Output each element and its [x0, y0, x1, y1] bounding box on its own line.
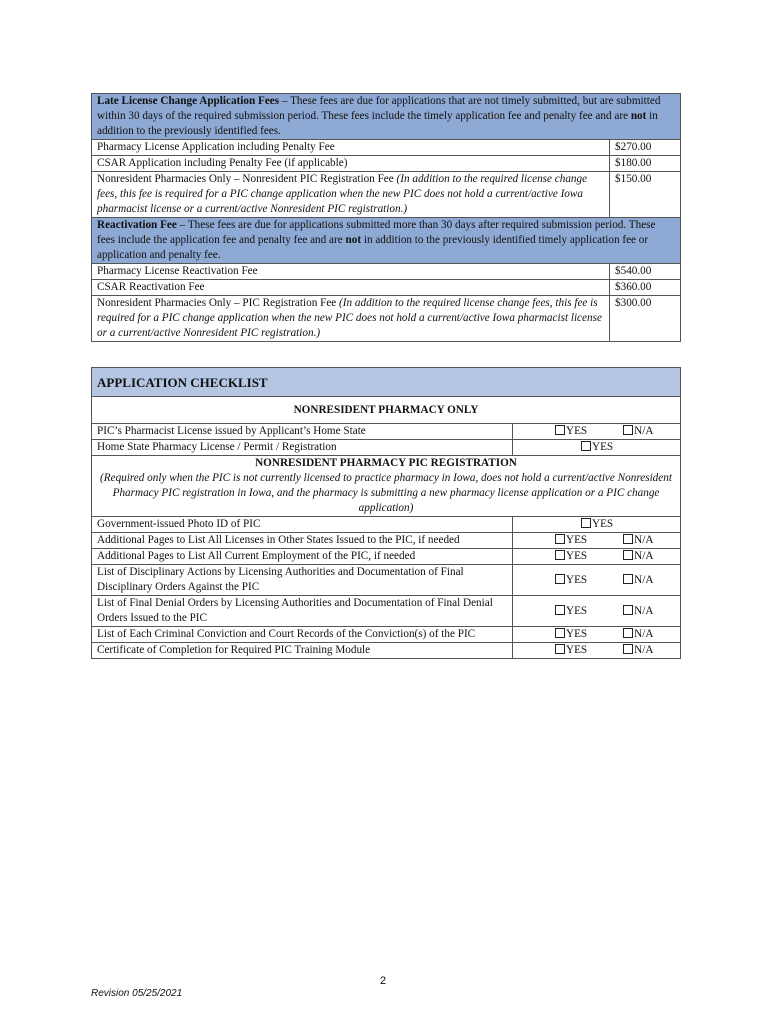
fee-amount: $150.00 — [610, 172, 681, 218]
checklist-options — [513, 565, 681, 596]
late-fees-desc-1: – These fees are due for applications that are not timely submitted, but are submitted within 30 days of the required submission period. These fees include the timely application fee and penalty fee and are — [97, 95, 661, 122]
fee-row — [92, 280, 681, 296]
na-checkbox[interactable]: N/A — [623, 573, 653, 588]
checklist-label: List of Each Criminal Conviction and Court Records of the Conviction(s) of the PIC — [92, 627, 513, 643]
fee-amount: $300.00 — [610, 296, 681, 342]
late-fees-header — [92, 94, 681, 140]
section2-header — [92, 456, 681, 517]
checklist-options — [513, 517, 681, 533]
reactivation-desc-bold: not — [345, 234, 362, 246]
yes-checkbox[interactable]: YES — [555, 643, 587, 658]
fee-amount: $270.00 — [610, 140, 681, 156]
checklist-label: Government-issued Photo ID of PIC — [92, 517, 513, 533]
fee-row — [92, 156, 681, 172]
na-checkbox[interactable]: N/A — [623, 627, 653, 642]
checklist-row — [92, 627, 681, 643]
checklist-row — [92, 549, 681, 565]
yes-checkbox[interactable]: YES — [555, 533, 587, 548]
yes-checkbox[interactable]: YES — [555, 424, 587, 439]
fee-amount: $540.00 — [610, 264, 681, 280]
fee-label: CSAR Reactivation Fee — [92, 280, 610, 296]
fee-row — [92, 296, 681, 342]
checklist-options — [513, 596, 681, 627]
checklist-label: Certificate of Completion for Required PIC Training Module — [92, 643, 513, 659]
checklist-label: Home State Pharmacy License / Permit / Registration — [92, 440, 513, 456]
section2-note: (Required only when the PIC is not currently licensed to practice pharmacy in Iowa, does not hold a current/active Nonresident Pharmacy PIC registration in Iowa, and the pharmacy is submitting a new pharmacy license application or a PIC change application) — [100, 472, 672, 514]
checklist-options — [513, 627, 681, 643]
yes-checkbox[interactable]: YES — [555, 573, 587, 588]
late-fees-title: Late License Change Application Fees — [97, 95, 280, 107]
checklist-options — [513, 533, 681, 549]
checklist-row — [92, 533, 681, 549]
fee-row — [92, 172, 681, 218]
fee-label: Pharmacy License Reactivation Fee — [92, 264, 610, 280]
yes-checkbox[interactable]: YES — [555, 604, 587, 619]
fee-amount: $180.00 — [610, 156, 681, 172]
section1-title: NONRESIDENT PHARMACY ONLY — [92, 397, 681, 424]
fee-amount: $360.00 — [610, 280, 681, 296]
yes-checkbox[interactable]: YES — [581, 440, 613, 455]
fee-label: CSAR Application including Penalty Fee (if applicable) — [92, 156, 610, 172]
na-checkbox[interactable]: N/A — [623, 604, 653, 619]
checklist-row — [92, 596, 681, 627]
na-checkbox[interactable]: N/A — [623, 533, 653, 548]
checklist-label: List of Disciplinary Actions by Licensing Authorities and Documentation of Final Disciplinary Orders Against the PIC — [92, 565, 513, 596]
checklist-label: Additional Pages to List All Current Employment of the PIC, if needed — [92, 549, 513, 565]
checklist-row — [92, 424, 681, 440]
reactivation-header — [92, 218, 681, 264]
na-checkbox[interactable]: N/A — [623, 643, 653, 658]
checklist-options — [513, 643, 681, 659]
checklist-label: Additional Pages to List All Licenses in Other States Issued to the PIC, if needed — [92, 533, 513, 549]
checklist-options — [513, 424, 681, 440]
revision-date: Revision 05/25/2021 — [91, 988, 183, 999]
fees-table — [91, 93, 681, 342]
checklist-row — [92, 565, 681, 596]
fee-row — [92, 264, 681, 280]
fee-label: Nonresident Pharmacies Only – Nonresident PIC Registration Fee (In addition to the required license change fees, this fee is required for a PIC change application when the new PIC does not hold a current/active Iowa pharmacist license or a current/active Nonresident PIC registration.) — [92, 172, 610, 218]
reactivation-desc-2: in addition to the previously identified timely application fee or application and penalty fee. — [97, 234, 649, 261]
na-checkbox[interactable]: N/A — [623, 424, 653, 439]
reactivation-desc-1: – These fees are due for applications submitted more than 30 days after required submission period. These fees include the application fee and penalty fee and are — [97, 219, 656, 246]
checklist-row — [92, 643, 681, 659]
yes-checkbox[interactable]: YES — [555, 549, 587, 564]
fee-row — [92, 140, 681, 156]
reactivation-title: Reactivation Fee — [97, 219, 177, 231]
na-checkbox[interactable]: N/A — [623, 549, 653, 564]
checklist-options — [513, 549, 681, 565]
yes-checkbox[interactable]: YES — [581, 517, 613, 532]
checklist-label: PIC’s Pharmacist License issued by Applicant’s Home State — [92, 424, 513, 440]
late-fees-desc-2: in addition to the previously identified fees. — [97, 110, 658, 137]
checklist-row — [92, 440, 681, 456]
checklist-label: List of Final Denial Orders by Licensing Authorities and Documentation of Final Denial Orders Issued to the PIC — [92, 596, 513, 627]
yes-checkbox[interactable]: YES — [555, 627, 587, 642]
late-fees-desc-bold: not — [630, 110, 647, 122]
section2-title: NONRESIDENT PHARMACY PIC REGISTRATION — [255, 457, 517, 469]
fee-label: Nonresident Pharmacies Only – PIC Registration Fee (In addition to the required license change fees, this fee is required for a PIC change application when the new PIC does not hold a current/active Iowa pharmacist license or a current/active Nonresident PIC registration.) — [92, 296, 610, 342]
checklist-options — [513, 440, 681, 456]
checklist-title: APPLICATION CHECKLIST — [92, 368, 681, 397]
fee-label: Pharmacy License Application including Penalty Fee — [92, 140, 610, 156]
checklist-table — [91, 367, 681, 659]
checklist-row — [92, 517, 681, 533]
page-number: 2 — [380, 975, 387, 987]
